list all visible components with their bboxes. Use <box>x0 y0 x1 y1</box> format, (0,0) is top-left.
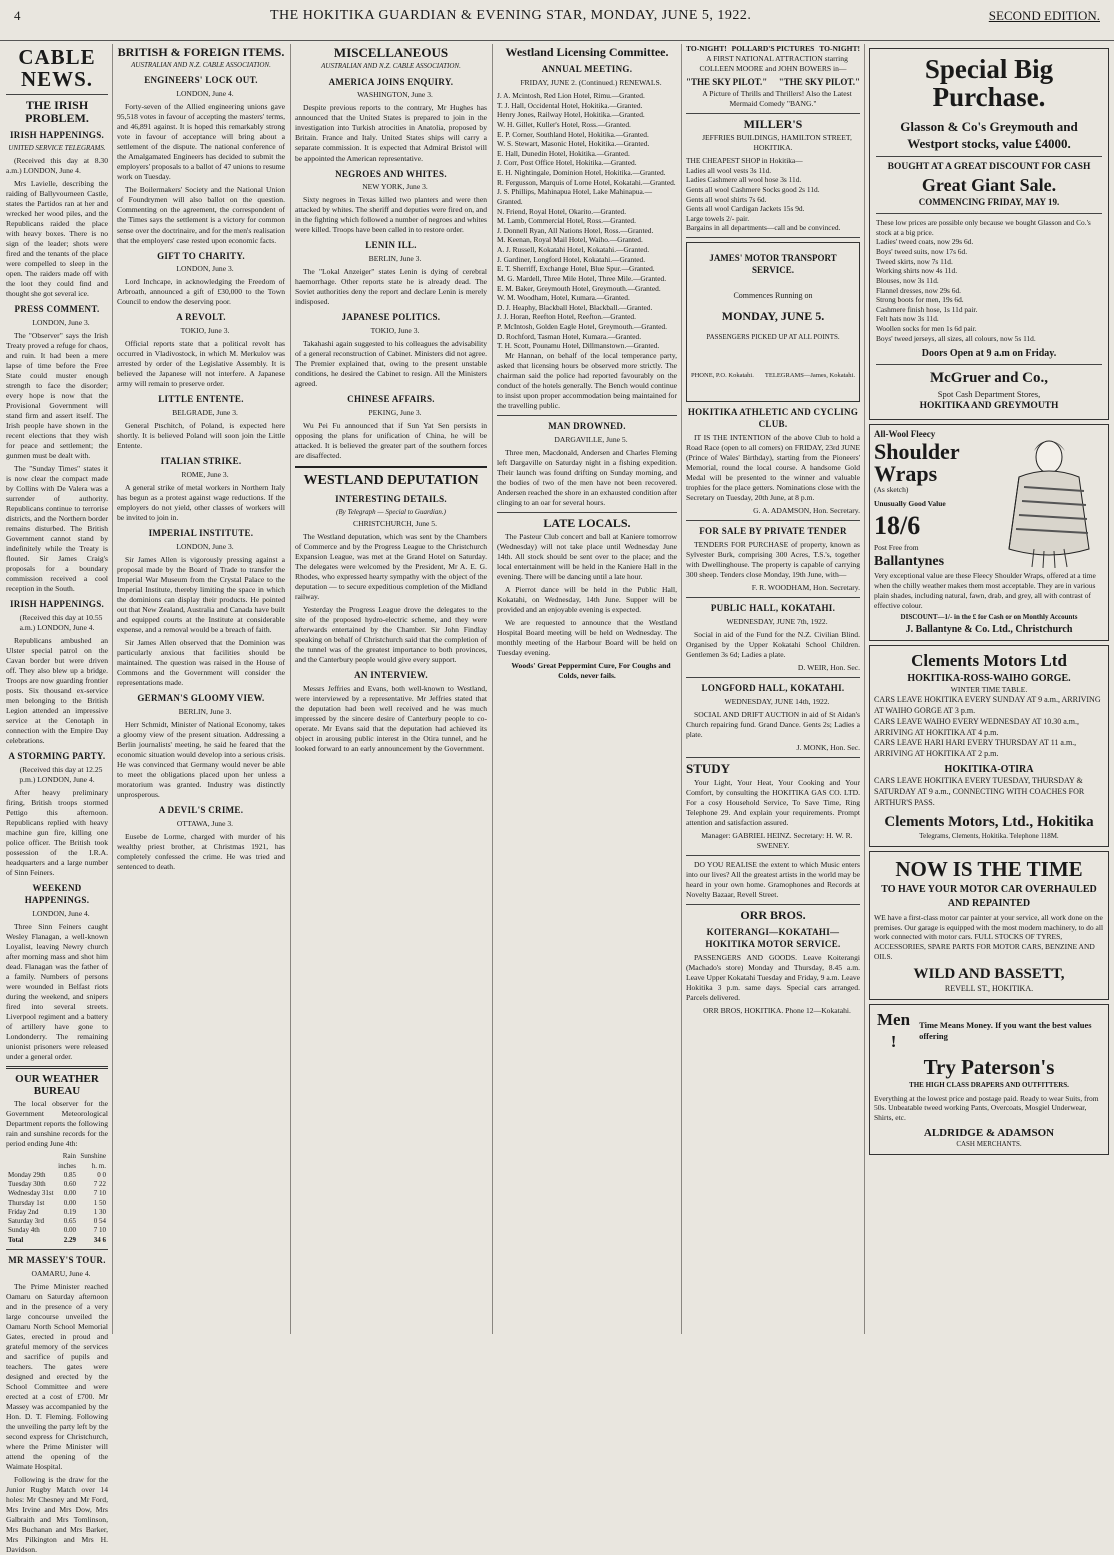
article-heading: GIFT TO CHARITY. <box>157 250 245 261</box>
column-rule <box>864 44 865 1334</box>
weather-cell: 7 22 <box>93 1180 106 1189</box>
list-item: J. J. Horan, Reefton Hotel, Reefton.—Granted. <box>497 312 636 322</box>
column-cable-news <box>6 44 108 1555</box>
weather-row <box>6 1180 108 1189</box>
section-heading: Westland Licensing Committee. <box>505 45 669 59</box>
article-body: The Boilermakers' Society and the National Union of Foundrymen will also ballot on the question. Commenting on the agreement, the correspondent of the Times says the settlement is a victory for common sense over the doctrinaire, and for the men's realisation that the employers' case rested upon economic facts. <box>117 185 285 245</box>
advert-line: (As sketch) <box>874 484 909 494</box>
article-heading: CHINESE AFFAIRS. <box>347 394 435 405</box>
article-body: The Pasteur Club concert and ball at Kaniere tomorrow (Wednesday) will not take place until Wednesday June 14th. All stock should be sent over to the place; and the local entertainment will be held in the Kaniere Hall in the evening. There will be dancing until a late hour. <box>497 532 677 582</box>
section-heading: MISCELLANEOUS <box>333 45 449 60</box>
article-body: Official reports state that a political revolt has occurred in Vladivostock, in which M. Merkulov was arrested by order of the Legislative Assembly. It is believed the Japanese will not interfere. A Japanese army will remain to preserve order. <box>117 339 285 389</box>
article-dateline: (Received this day at 12.25 p.m.) LONDON, June 4. <box>19 765 103 785</box>
article-dateline: CHRISTCHURCH, June 5. <box>353 518 437 528</box>
article-heading: A STORMING PARTY. <box>8 751 106 762</box>
list-item: Gents all wool Cardigan Jackets 15s 9d. <box>686 204 805 214</box>
list-item: T. J. Hall, Occidental Hotel, Hokitika.—Granted. <box>497 100 643 110</box>
weather-cell: 1 50 <box>93 1198 106 1207</box>
article-heading: NEGROES AND WHITES. <box>335 168 447 179</box>
renewal-list <box>497 91 677 351</box>
list-item: W. S. Stewart, Masonic Hotel, Hokitika.—Granted. <box>497 139 650 149</box>
list-item: Cashmere finish hose, 1s 11d pair. <box>876 304 978 314</box>
list-item: W. H. Gillet, Kuller's Hotel, Ross.—Granted. <box>497 119 631 129</box>
article-dateline: LONDON, June 3. <box>176 542 234 552</box>
weather-cell: 0.00 <box>63 1189 77 1198</box>
article-heading: LENIN ILL. <box>365 240 417 251</box>
list-item: Felt hats now 3s 11d. <box>876 314 939 324</box>
advert-heading: ORR BROS. <box>740 908 806 923</box>
pictures-tonight-left: TO-NIGHT! <box>686 44 727 53</box>
article-heading: MR MASSEY'S TOUR. <box>8 1254 106 1265</box>
weather-row <box>6 1162 108 1171</box>
weather-cell: 0 54 <box>93 1217 106 1226</box>
advert-body: Very exceptional value are these Fleecy Shoulder Wraps, offered at a time when the chilly weather makes them most acceptable. They are in various plain shades, including natural, fawn, drab, and grey, all with contrast of effective colour. <box>874 571 1096 610</box>
list-item: E. P. Corner, Southland Hotel, Hokitika.—Granted. <box>497 129 649 139</box>
list-item: Strong boots for men, 19s 6d. <box>876 295 964 305</box>
list-item: P. McIntosh, Golden Eagle Hotel, Greymouth.—Granted. <box>497 322 667 332</box>
article-heading: IMPERIAL INSTITUTE. <box>148 528 254 539</box>
picture-title: "THE SKY PILOT." <box>686 76 768 87</box>
advert-heading: JAMES' MOTOR TRANSPORT SERVICE. <box>709 253 837 275</box>
column-local-adverts <box>686 44 860 1336</box>
article-body: Wu Pei Fu announced that if Sun Yat Sen persists in opposing the plans for unification of China, he will be attacked. It is believed the greater part of the southern forces are disaffected. <box>295 421 487 461</box>
list-item: CARS LEAVE HOKITIKA EVERY TUESDAY, THURSDAY & SATURDAY AT 9 a.m., CONNECTING WITH COACHES FOR ARTHUR'S PASS. <box>874 776 1085 807</box>
list-item: Ladies Cashmere all wool hose 3s 11d. <box>686 175 802 185</box>
article-heading: A DEVIL'S CRIME. <box>158 805 244 816</box>
wild-bassett-advert <box>869 851 1109 1000</box>
list-item: Large towels 2/- pair. <box>686 213 750 223</box>
advert-address: J. Ballantyne & Co. Ltd., Christchurch <box>905 623 1073 635</box>
list-item: Blouses, now 3s 11d. <box>876 275 939 285</box>
article-credit: AUSTRALIAN AND N.Z. CABLE ASSOCIATION. <box>131 61 271 70</box>
advert-heading: Men ! <box>877 1009 911 1052</box>
section-heading: BRITISH & FOREIGN ITEMS. <box>117 45 285 59</box>
advert-line: Post Free from <box>874 542 919 552</box>
advert-line: Doors Open at 9 a.m on Friday. <box>921 348 1057 360</box>
list-item: J. Corr, Post Office Hotel, Hokitika.—Granted. <box>497 158 637 168</box>
list-item: Ladies' tweed coats, now 29s 6d. <box>876 237 974 247</box>
advert-body: SOCIAL AND DRIFT AUCTION in aid of St Aidan's Church repairing fund. Grand Dance. Gents 2s; Ladies a plate. <box>686 709 860 739</box>
list-item: T. H. Scott, Pounamu Hotel, Dillmanstown.—Granted. <box>497 341 660 351</box>
article-heading: ITALIAN STRIKE. <box>160 456 242 467</box>
article-body: Following is the draw for the Junior Rugby Match over 14 holes: Mr Chesney and Mr Ford, Mrs Irvine and Mrs Dow, Mrs Galbraith and Mrs Tomlinson, Mrs Buchanan and Mrs Barker, Mrs Pilkington and Mrs H. Davidson. <box>6 1475 108 1555</box>
advert-body: IT IS THE INTENTION of the above Club to hold a Road Race (open to all comers) on FRIDAY, 23rd JUNE (Prince of Wales' Birthday), starting from the Pioneers' Memorial, round the local course. A handsome Gold Medal will be presented to the winner and valuable trophies for the place getters. Nominations close with the Secretary on Tuesday, 20th June, at 8 p.m. <box>686 432 860 502</box>
article-heading: MAN DROWNED. <box>548 421 626 432</box>
masthead <box>0 0 1114 41</box>
advert-sub: KOITERANGI—KOKATAHI—HOKITIKA MOTOR SERVICE. <box>705 927 841 950</box>
advert-contacts <box>691 372 855 381</box>
page-number: 4 <box>14 8 21 23</box>
weather-row <box>6 1152 108 1161</box>
weather-cell: 0.19 <box>63 1207 77 1216</box>
advert-firm: Clements Motors, Ltd., Hokitika <box>884 813 1094 830</box>
article-dateline: TOKIO, June 3. <box>180 326 230 336</box>
list-item: Gents all wool shirts 7s 6d. <box>686 194 767 204</box>
list-item: E. T. Sherriff, Exchange Hotel, Blue Spur.—Granted. <box>497 264 655 274</box>
article-dateline: (Received this day at 10.55 a.m.) LONDON, June 4. <box>19 612 103 632</box>
article-heading: OUR WEATHER BUREAU <box>15 1073 99 1098</box>
advert-line: Woods' Great Peppermint Cure, For Coughs and Colds, never fails. <box>511 661 671 681</box>
weather-cell: Monday 29th <box>8 1170 46 1179</box>
paterson-advert <box>869 1004 1109 1155</box>
article-dateline: TOKIO, June 3. <box>370 326 420 336</box>
weather-row <box>6 1208 108 1217</box>
article-body: We are requested to announce that the Westland Hospital Board meeting will be held on Wednesday. The monthly meeting of the Harbour Board will be held on Tuesday evening. <box>497 618 677 658</box>
article-dateline: LONDON, June 4. <box>32 908 90 918</box>
advert-sub: TO HAVE YOUR MOTOR CAR OVERHAULED AND REPAINTED <box>881 884 1097 909</box>
advert-heading: LONGFORD HALL, KOKATAHI. <box>701 682 845 693</box>
article-heading: AN INTERVIEW. <box>354 670 428 681</box>
advert-firm: McGruer and Co., <box>929 370 1049 387</box>
section-heading: CABLE NEWS. <box>18 45 96 92</box>
article-body: The local observer for the Government Meteorological Department reports the following rain and sunshine records for the period ending June 4th: <box>6 1099 108 1149</box>
ballantynes-advert <box>869 424 1109 641</box>
article-heading: A REVOLT. <box>176 312 226 323</box>
advert-sub: Glasson & Co's Greymouth and Westport stocks, value £4000. <box>900 118 1078 151</box>
weather-cell: 0.00 <box>63 1198 77 1207</box>
article-credit: AUSTRALIAN AND N.Z. CABLE ASSOCIATION. <box>321 62 461 71</box>
list-item: Gents all wool Cashmere Socks good 2s 11d. <box>686 184 820 194</box>
advert-body: WE have a first-class motor car painter at your service, all work done on the premises. Our garage is equipped with the most modern machinery, to do all work connected with motor cars. FULL STOCKS OF TYRES, ACCESSORIES, SPARE PARTS FOR MOTOR CARS, BENZINE AND OILS. <box>874 912 1104 961</box>
pictures-titles <box>686 77 860 89</box>
pictures-foot: A Picture of Thrills and Thrillers! Also the Latest Mermaid Comedy "BANG." <box>702 88 852 108</box>
article-body: Forty-seven of the Allied engineering unions gave 95,518 votes in favour of accepting the masters' terms, and 46,891 against. It is hoped this remarkably strong vote in favour of acceptance will bring about a settlement of the dispute. The national conference of the Amalgamated Engineers has decided to submit the employers' proposals to a ballot of 47 unions to resume work on Tuesday. <box>117 102 285 182</box>
list-item: N. Friend, Royal Hotel, Okarito.—Granted. <box>497 206 627 216</box>
article-dateline: BELGRADE, June 3. <box>172 408 238 418</box>
article-heading: LITTLE ENTENTE. <box>158 394 244 405</box>
article-dateline: WASHINGTON, June 3. <box>357 90 433 100</box>
advert-date: WEDNESDAY, JUNE 14th, 1922. <box>724 696 830 706</box>
article-body: General Ptschitch, of Poland, is expected here shortly. It is believed Poland will soon join the Little Entente. <box>117 421 285 451</box>
advert-signature: F. R. WOODHAM, Hon. Secretary. <box>751 582 860 592</box>
list-item: Boys' tweed suits, now 17s 6d. <box>876 247 968 257</box>
list-item: THE CHEAPEST SHOP in Hokitika— <box>686 156 803 166</box>
list-item: Ladies all wool vests 3s 11d. <box>686 165 772 175</box>
weather-row <box>6 1199 108 1208</box>
advert-sub: HOKITIKA-ROSS-WAIHO GORGE. <box>907 673 1071 685</box>
pictures-banner <box>686 44 860 54</box>
weather-cell: 34 6 <box>93 1235 106 1244</box>
advert-line: Unusually Good Value <box>874 498 946 508</box>
article-heading: WEEKEND HAPPENINGS. <box>24 883 90 906</box>
advert-signature: J. MONK, Hon. Sec. <box>796 742 860 752</box>
advert-heading: Shoulder Wraps <box>874 438 960 486</box>
column-british-foreign <box>117 44 285 1336</box>
article-heading: AMERICA JOINS ENQUIRY. <box>328 76 454 87</box>
article-body: Yesterday the Progress League drove the delegates to the site of the proposed hydro-electric scheme, and they were afterwards entertained by the Chamber. Sir John Findlay speaking on behalf of Christchurch said that the completion of the tunnel was of the greatest importance to both provinces, and the Canterbury people would give every support. <box>295 604 487 665</box>
weather-cell: h. m. <box>91 1161 106 1170</box>
advert-signature: D. WEIR, Hon. Sec. <box>797 662 860 672</box>
clements-advert <box>869 645 1109 847</box>
weather-cell: 0 0 <box>97 1170 106 1179</box>
list-item: Woollen socks for men 1s 6d pair. <box>876 324 977 334</box>
article-subheading: INTERESTING DETAILS. <box>335 493 447 504</box>
article-body: Eusebe de Lorme, charged with murder of his wealthy priest brother, at Christmas 1921, has completely confessed the crime. He was tried and sentenced to death. <box>117 832 285 872</box>
advert-sub: HOKITIKA-OTIRA <box>944 764 1034 776</box>
advert-sub: Commences Running on <box>733 290 813 300</box>
advert-address: JEFFRIES BUILDINGS, HAMILTON STREET, HOKITIKA. <box>702 133 852 153</box>
article-body: Lord Inchcape, in acknowledging the Freedom of Arbroath, announced a gift of £30,000 to the Town Council to endow the deserving poor. <box>117 277 285 307</box>
article-heading: LATE LOCALS. <box>543 516 631 531</box>
article-body: Three men, Macdonald, Andersen and Charles Fleming left Dargaville on Saturday night in a fishing expedition. Their launch was found drifting on Sunday morning, and the bodies of two of the men have not been recovered. Andersen reached the shore in an exhausted condition after clinging to an oar for several hours. <box>497 447 677 508</box>
column-rule <box>290 44 291 1334</box>
list-item: J. Gardiner, Longford Hotel, Kokatahi.—Granted. <box>497 254 646 264</box>
article-dateline: LONDON, June 3. <box>32 317 90 327</box>
advert-date: MONDAY, JUNE 5. <box>721 309 825 324</box>
woman-wrap-illustration <box>979 429 1099 569</box>
advert-body: TENDERS FOR PURCHASE of property, known as Sylvester Burk, comprising 300 Acres, T.S.'s, together with Dwellinghouse. The property is capable of carrying 300 sheep. Tenders close Monday, 19th June, with— <box>686 539 860 579</box>
advert-line: Telegrams, Clements, Hokitika. Telephone 118M. <box>919 832 1059 841</box>
article-heading: ENGINEERS' LOCK OUT. <box>144 75 258 86</box>
article-body: After heavy preliminary firing, British troops stormed Pettigo this afternoon. Republicans replied with heavy machine gun fire, killing one police officer. The British took possession of the I.R.A. headquarters and a large number of Sinn Feiners. <box>6 788 108 878</box>
advert-heading: Special Big Purchase. <box>924 54 1054 113</box>
weather-cell: Thursday 1st <box>8 1198 45 1207</box>
edition-label: SECOND EDITION. <box>988 8 1100 23</box>
article-body: Mr Hannan, on behalf of the local temperance party, asked that licensing hours be observed more strictly. The chairman said the police had reported favourably on the conduct of the hotels generally. The Bench would continue to insist upon proper accommodation being maintained for the travelling public. <box>497 350 677 411</box>
advert-price: 18/6 <box>874 510 921 540</box>
list-item: J. Donnell Ryan, All Nations Hotel, Ross.—Granted. <box>497 225 654 235</box>
article-dateline: PEKING, June 3. <box>368 408 422 418</box>
article-dateline: FRIDAY, JUNE 2. (Continued.) RENEWALS. <box>520 78 662 88</box>
weather-cell: 7 10 <box>93 1189 106 1198</box>
timetable-list <box>874 695 1104 760</box>
article-heading: JAPANESE POLITICS. <box>341 312 441 323</box>
article-heading: PRESS COMMENT. <box>14 303 100 314</box>
column-rule <box>681 44 682 1334</box>
advert-heading: MILLER'S <box>743 116 803 131</box>
list-item: A. J. Russell, Kokatahi Hotel, Kokatahi.—Granted. <box>497 245 650 255</box>
advert-date: WEDNESDAY, JUNE 7th, 1922. <box>726 616 828 626</box>
article-body: The "Sunday Times" states it is now clear the compact made by Collins with De Valera was a surrender of authority. Republicans continue to terrorise districts, and the Northern border remains disturbed. The British Government cannot stand by indefinitely while the Treaty is flouted. Sir James Craig's proposals for a boundary commission received a cool reception in the South. <box>6 463 108 594</box>
list-item: J. A. Mcintosh, Red Lion Hotel, Rimu.—Granted. <box>497 91 645 101</box>
advert-body: PASSENGERS PICKED UP AT ALL POINTS. <box>706 333 840 342</box>
list-item: Bargains in all departments—call and be convinced. <box>686 223 841 233</box>
weather-cell: 0.60 <box>63 1180 77 1189</box>
mcgruer-advert <box>869 48 1109 420</box>
article-dateline: DARGAVILLE, June 5. <box>554 434 628 444</box>
article-body: The Westland deputation, which was sent by the Chambers of Commerce and by the Progress League to the Christchurch Expansion League, was met at the Grand Hotel on Saturday. The delegates were welcomed by the President, Mr A. E. G. Rhodes, who expressed hearty sympathy with the object of the deputation — to secure expeditious completion of the Midland railway. <box>295 531 487 601</box>
article-dateline: BERLIN, June 3. <box>178 707 232 717</box>
article-heading: GERMAN'S GLOOMY VIEW. <box>137 693 265 704</box>
list-item: W. M. Woodham, Hotel, Kumara.—Granted. <box>497 293 630 303</box>
weather-cell <box>6 1152 56 1161</box>
list-item: CARS LEAVE HOKITIKA EVERY SUNDAY AT 9 a.m., ARRIVING AT WAIHO GORGE AT 3 p.m. <box>874 695 1101 716</box>
advert-line: DISCOUNT—1/- in the £ for Cash or on Monthly Accounts <box>900 613 1078 622</box>
article-dateline: LONDON, June 3. <box>176 264 234 274</box>
list-item: Henry Jones, Railway Hotel, Hokitika.—Granted. <box>497 110 645 120</box>
list-item: E. Hall, Dunedin Hotel, Hokitika.—Granted. <box>497 148 630 158</box>
weather-cell: Saturday 3rd <box>8 1217 44 1226</box>
pictures-name: POLLARD'S PICTURES <box>731 44 815 53</box>
advert-phone: PHONE, P.O. Kokatahi. <box>691 372 754 380</box>
advert-signature: Manager: GABRIEL HEINZ. Secretary: H. W. R. SWENEY. <box>701 831 853 851</box>
weather-cell: 0.65 <box>63 1217 77 1226</box>
article-dateline: NEW YORK, June 3. <box>362 182 428 192</box>
weather-row <box>6 1189 108 1198</box>
weather-cell: Rain <box>62 1152 77 1161</box>
weather-table <box>6 1152 108 1244</box>
advert-heading: NOW IS THE TIME <box>895 856 1083 881</box>
weather-cell: 1 30 <box>93 1207 106 1216</box>
newspaper-title: THE HOKITIKA GUARDIAN & EVENING STAR, MONDAY, JUNE 5, 1922. <box>270 8 752 23</box>
weather-cell: 2.29 <box>63 1235 77 1244</box>
advert-line: CASH MERCHANTS. <box>956 1140 1022 1149</box>
article-body: Despite previous reports to the contrary, Mr Hughes has announced that the United States is prepared to join in the investigation into Turkish atrocities in Anatolia, proposed by Britain. France and Italy. United States ships will carry a separate commission. It is expected that Admiral Bristol will be appointed the American representative. <box>295 103 487 163</box>
advert-firm: ALDRIDGE & ADAMSON <box>923 1126 1055 1139</box>
weather-row <box>6 1226 108 1235</box>
article-body: Sixty negroes in Texas killed two planters and were then attacked by whites. The sheriff and deputies were fired on, and in the fighting which followed a number of negroes and whites were killed. Troops have been called in to restore order. <box>295 195 487 235</box>
list-item: E. H. Nightingale, Dominion Hotel, Hokitika.—Granted. <box>497 168 666 178</box>
article-body: Messrs Jeffries and Evans, both well-known to Westland, were interviewed by a representative. Mr Jeffries stated that the deputation had been well received and he was much impressed by the sincere desire of Canterbury people to co-operate. Mr Evans said that the deputation had achieved its object in arousing public interest in the Otira tunnel, and he looked forward to an early announcement by the Government. <box>295 683 487 754</box>
weather-cell: 0.00 <box>63 1226 77 1235</box>
list-item: J. S. Phillips, Mahinapua Hotel, Lake Mahinapua.—Granted. <box>497 187 652 206</box>
article-body: Sir James Allen observed that the Dominion was particularly anxious that facilities should be maintained. The question was raised in the House of Commons and the Government will consider the representations made. <box>117 638 285 688</box>
advert-body: Social in aid of the Fund for the N.Z. Civilian Blind. Organised by the Upper Kokatahi School Children. Gentlemen 3s 6d; Ladies a plate. <box>686 629 860 659</box>
column-licensing <box>497 44 677 1336</box>
article-dateline: BERLIN, June 3. <box>368 254 422 264</box>
article-dateline: OTTAWA, June 3. <box>176 819 234 829</box>
article-body: Three Sinn Feiners caught Wesley Flanagan, a well-known Loyalist, leaving Newry church after morning mass and shot him dead. Flanagan was the father of a family. Numbers of persons were wounded in Belfast riots during the weekend, and snipers fired into several streets. Liverpool regiment and a battery of artillery have gone to Londonderry. The remaining unionist prisoners were released under a general order. <box>6 921 108 1062</box>
article-dateline: ROME, June 3. <box>181 470 229 480</box>
advert-body: PASSENGERS AND GOODS. Leave Koiterangi (Machado's store) Monday and Thursday, 8.45 a.m. Leave Upper Kokatahi Tuesday and Friday, 9 a.m. Leave Hokitika 3 p.m. same days. Special cars arranged. Parcels delivered. <box>686 953 860 1003</box>
article-dateline: LONDON, June 4. <box>176 89 234 99</box>
weather-cell: Tuesday 30th <box>8 1180 46 1189</box>
list-item: M. Keenan, Royal Mail Hotel, Waiho.—Granted. <box>497 235 643 245</box>
advert-line: All-Wool Fleecy <box>874 429 936 440</box>
weather-row <box>6 1217 108 1226</box>
timetable-list <box>874 776 1104 808</box>
article-body: Takahashi again suggested to his colleagues the advisability of a general reconstruction of Cabinet. Ministers did not agree. The Premier explained that, owing to the present unstable conditions, he desired the Cabinet to resign. All the Ministers agreed. <box>295 339 487 389</box>
article-dateline: (Received this day at 8.30 a.m.) LONDON, June 4. <box>6 155 108 175</box>
pictures-tonight-right: TO-NIGHT! <box>819 44 860 53</box>
weather-cell: Sunshine <box>80 1152 106 1161</box>
column-rule <box>492 44 493 1334</box>
list-item: M. G. Mardell, Three Mile Hotel, Three Mile.—Granted. <box>497 273 667 283</box>
advert-address: REVELL ST., HOKITIKA. <box>944 984 1034 994</box>
advert-heading: STUDY <box>686 760 731 776</box>
advert-heading: FOR SALE BY PRIVATE TENDER <box>699 525 847 536</box>
article-subheading: ANNUAL MEETING. <box>541 64 633 75</box>
transport-advert <box>686 242 860 402</box>
list-item: CARS LEAVE WAIHO EVERY WEDNESDAY AT 10.30 a.m., ARRIVING AT HOKITIKA AT 4 p.m. <box>874 716 1079 737</box>
advert-firm: Ballantynes <box>874 553 945 569</box>
advert-heading: PUBLIC HALL, KOKATAHI. <box>710 602 836 613</box>
advert-line: BOUGHT AT A GREAT DISCOUNT FOR CASH <box>887 162 1091 172</box>
column-display-adverts <box>869 44 1109 1336</box>
list-item: Working shirts now 4s 11d. <box>876 266 958 276</box>
column-miscellaneous <box>295 44 487 1336</box>
weather-cell: 7 10 <box>93 1226 106 1235</box>
advert-signature: G. A. ADAMSON, Hon. Secretary. <box>753 505 860 515</box>
article-body: The Prime Minister reached Oamaru on Saturday afternoon and in the presence of a very large concourse unveiled the Oamaru North School Memorial Gates, erected in proud and grateful memory of the services and sacrifice of pupils and teachers. The gates were designed and erected by the School Committee and were erected at a cost of £700. Mr Massey was accompanied by the Hon. D. T. Fleming. Following the unveiling the party left by the second express for Christchurch, where the Prime Minister will attend the opening of the Waimate Hospital. <box>6 1281 108 1471</box>
article-heading: IRISH HAPPENINGS. <box>9 599 105 610</box>
article-heading: THE IRISH PROBLEM. <box>25 98 89 126</box>
advert-firm-location: HOKITIKA AND GREYMOUTH <box>919 401 1059 412</box>
picture-title: "THE SKY PILOT." <box>778 76 860 87</box>
weather-cell <box>6 1162 56 1171</box>
weather-cell: Total <box>8 1235 24 1244</box>
article-dateline: OAMARU, June 4. <box>31 1268 91 1278</box>
article-body: The "Lokal Anzeiger" states Lenin is dying of cerebral haemorrhage. Other reports state he is already dead. The Soviet authorities deny the report and declare Lenin is merely indisposed. <box>295 267 487 307</box>
column-rule <box>112 44 113 1334</box>
list-item: CARS LEAVE HARI HARI EVERY THURSDAY AT 11 a.m., ARRIVING AT HOKITIKA AT 2 p.m. <box>874 738 1077 759</box>
article-kicker: IRISH HAPPENINGS. <box>9 130 105 141</box>
advert-line: Great Giant Sale. <box>921 174 1057 195</box>
advert-line: WINTER TIME TABLE. <box>950 685 1028 695</box>
weather-cell: Wednesday 31st <box>8 1189 54 1198</box>
list-item: Boys' tweed jerseys, all sizes, all colours, now 5s 11d. <box>876 333 1036 343</box>
list-item: Flannel dresses, now 29s 6d. <box>876 285 961 295</box>
list-item: R. Fergusson, Marquis of Lorne Hotel, Kokatahi.—Granted. <box>497 177 676 187</box>
article-body: Sir James Allen is vigorously pressing against a proposal made by the Board of Trade to transfer the Imperial War Museum from the Crystal Palace to the Imperial Institute, thereby limiting the space in which the dominions can display their products. He pointed out that New Zealand, Australia and Canada have built and equipped courts at the Institute at considerable expense, and a removal would be a breach of faith. <box>117 555 285 635</box>
article-body: The "Observer" says the Irish Treaty proved a refuge for chaos, and ruin. It had been a mere lapse of time before the Free State could muster enough strength to face the disorder; every hope is now that the Provisional Government will stand firm and assert itself. The Irish people have shown in the recent elections that they wish for peace and settlement; the gunmen must be dealt with. <box>6 330 108 460</box>
article-body: Herr Schmidt, Minister of National Economy, takes a gloomy view of the present situation. Addressing a Berlin journalists' meeting, he said he feared that the economic situation would develop into a serious crisis. He was convinced that Germany would never be able to meet the obligations placed upon her unless a moratorium was granted. Industry was distinctly unprosperous. <box>117 720 285 800</box>
list-item: M. Lamb, Commercial Hotel, Ross.—Granted. <box>497 216 636 226</box>
advert-signature: ORR BROS, HOKITIKA. Phone 12—Kokatahi. <box>703 1006 851 1016</box>
advert-line: THE HIGH CLASS DRAPERS AND OUTFITTERS. <box>909 1081 1069 1090</box>
advert-body: Everything at the lowest price and postage paid. Ready to wear Suits, from 50s. Unbeatable tweed working Pants, Overcoats, Mosgiel Underwear, Shirts, etc. <box>874 1093 1099 1123</box>
advert-heading: Clements Motors Ltd <box>911 650 1067 670</box>
advert-body: Your Light, Your Heat, Your Cooking and Your Comfort, by consulting the HOKITIKA GAS CO. LTD. For a cosy Household Service, To Save Time, Ring Telephone 29. And explain your requirements. Prompt attention and satisfaction assured. <box>686 778 860 828</box>
list-item: Tweed skirts, now 7s 11d. <box>876 256 953 266</box>
article-body: Mrs Lavielle, describing the raiding of Ballyvourneen Castle, states the Partidos ran at her and wrecked her wood piles, and the Republicans raided the place with heavy boxes. There is no sign of the leader; shots were fired and the tenants of the place were compelled to sleep in the open. The raiders made off with the loot they could find and thought she got several ice. <box>6 178 108 298</box>
weather-cell: Friday 2nd <box>8 1207 39 1216</box>
advert-heading: HOKITIKA ATHLETIC AND CYCLING CLUB. <box>687 407 859 429</box>
weather-row <box>6 1236 108 1245</box>
article-body: A general strike of metal workers in Northern Italy has begun as a protest against wage reductions. If the employers do not yield, other classes of workers will be invited to join in. <box>117 483 285 523</box>
list-item: E. M. Baker, Greymouth Hotel, Greymouth.—Granted. <box>497 283 661 293</box>
list-item: D. J. Heaphy, Blackball Hotel, Blackball.—Granted. <box>497 302 653 312</box>
weather-cell: Sunday 4th <box>8 1226 40 1235</box>
price-list <box>876 218 1102 343</box>
weather-row <box>6 1171 108 1180</box>
advert-body: DO YOU REALISE the extent to which Music enters into our lives? All the greatest artists in the world may be heard in your own home. Gramophones and Records at Novelty Bazaar, Revell Street. <box>686 860 860 900</box>
list-item: These low prices are possible only because we bought Glasson and Co.'s stock at a big price. <box>876 218 1091 237</box>
weather-cell: inches <box>58 1161 77 1170</box>
advert-telegrams: TELEGRAMS—James, Kokatahi. <box>764 372 855 380</box>
article-credit: (By Telegraph — Special to Guardian.) <box>336 507 446 516</box>
advert-firm: WILD AND BASSETT, <box>913 965 1065 982</box>
article-body: Republicans ambushed an Ulster special patrol on the Cavan border but were driven off. They also blew up a bridge. Troops are now guarding frontier posts. Six thousand ex-service men belonging to the British Legion attended an impressive service at the Cenotaph in connection with the Empire Day celebrations. <box>6 636 108 746</box>
article-heading: WESTLAND DEPUTATION <box>303 473 479 489</box>
millers-price-list <box>686 156 860 233</box>
advert-firm: Try Paterson's <box>923 1054 1055 1079</box>
advert-sub: Time Means Money. If you want the best values offering <box>919 1020 1092 1042</box>
pictures-sub: A FIRST NATIONAL ATTRACTION starring COLLEEN MOORE and JOHN BOWERS in— <box>699 53 848 73</box>
advert-line: COMMENCING FRIDAY, MAY 19. <box>918 197 1060 208</box>
weather-cell: 0.85 <box>63 1170 77 1179</box>
article-body: A Pierrot dance will be held in the Public Hall, Kokatahi, on Wednesday, 14th June. Supper will be provided and an enjoyable evening is expected. <box>497 585 677 615</box>
article-credit: UNITED SERVICE TELEGRAMS. <box>8 144 106 153</box>
list-item: D. Rochford, Tasman Hotel, Kumara.—Granted. <box>497 331 642 341</box>
advert-firm-sub: Spot Cash Department Stores, <box>937 389 1041 400</box>
